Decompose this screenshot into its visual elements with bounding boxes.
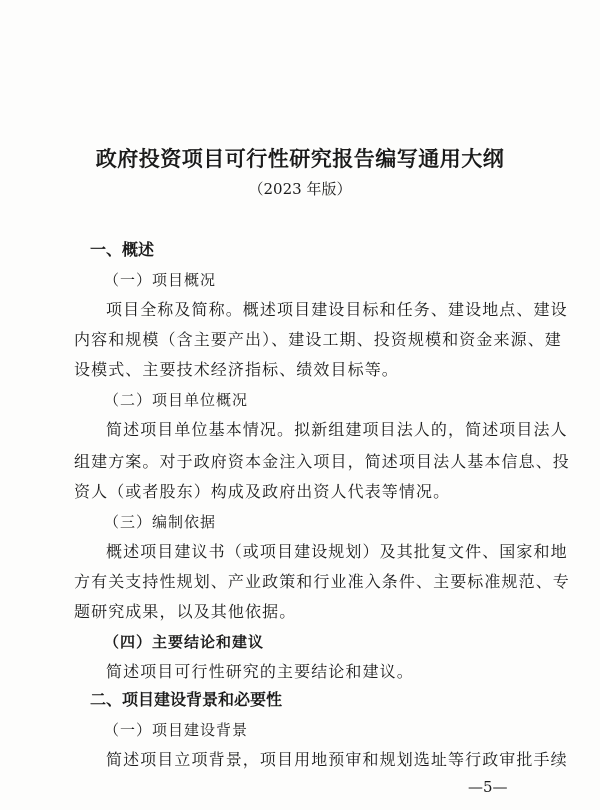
paragraph-line: 方有关支持性规划、产业政策和行业准入条件、主要标准规范、专 (74, 572, 570, 591)
paragraph-line: 项目全称及简称。概述项目建设目标和任务、建设地点、建设 (106, 300, 568, 319)
paragraph-line: 简述项目可行性研究的主要结论和建议。 (106, 662, 414, 681)
subsection-heading-conclusions: （四）主要结论和建议 (104, 633, 265, 651)
subsection-heading-project-overview: （一）项目概况 (104, 271, 217, 289)
paragraph-line: 简述项目立项背景，项目用地预审和规划选址等行政审批手续 (106, 750, 568, 769)
paragraph-line: 设模式、主要技术经济指标、绩效目标等。 (74, 360, 399, 379)
paragraph-line: 资人（或者股东）构成及政府出资人代表等情况。 (74, 482, 451, 501)
paragraph-line: 内容和规模（含主要产出）、建设工期、投资规模和资金来源、建 (74, 330, 562, 349)
subsection-heading-construction-background: （一）项目建设背景 (104, 721, 249, 739)
paragraph-line: 题研究成果，以及其他依据。 (74, 602, 297, 621)
section-heading-overview: 一、概述 (90, 240, 155, 259)
paragraph-line: 概述项目建议书（或项目建设规划）及其批复文件、国家和地 (106, 542, 568, 561)
subsection-heading-project-unit: （二）项目单位概况 (104, 391, 249, 409)
paragraph-line: 简述项目单位基本情况。拟新组建项目法人的，简述项目法人 (106, 420, 568, 439)
document-title: 政府投资项目可行性研究报告编写通用大纲 (95, 146, 505, 171)
paragraph-line: 组建方案。对于政府资本金注入项目，简述项目法人基本信息、投 (74, 452, 570, 471)
page-number: —5— (468, 778, 508, 796)
document-edition: （2023 年版） (248, 180, 352, 198)
section-heading-background: 二、项目建设背景和必要性 (90, 690, 283, 709)
subsection-heading-basis: （三）编制依据 (104, 513, 217, 531)
